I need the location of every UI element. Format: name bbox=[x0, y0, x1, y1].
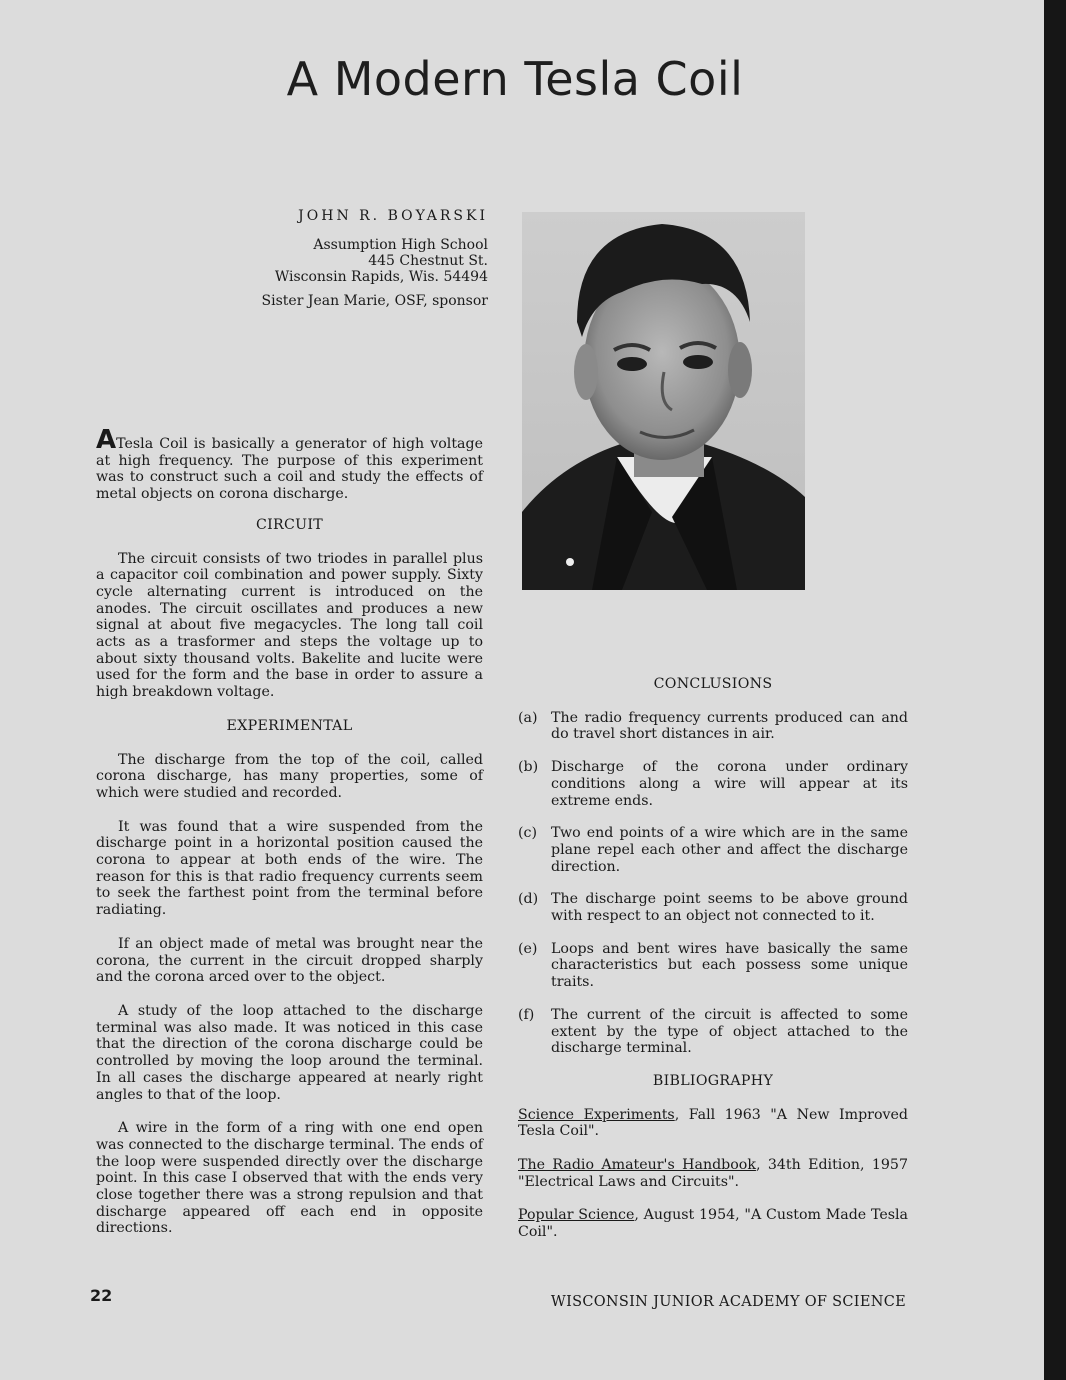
running-footer: WISCONSIN JUNIOR ACADEMY OF SCIENCE bbox=[550, 1294, 906, 1310]
byline bbox=[230, 208, 488, 309]
author-name: JOHN R. BOYARSKI bbox=[298, 208, 488, 224]
experimental-paragraph: The discharge from the top of the coil, called corona discharge, has many properties, some of which were studied and recorded. bbox=[96, 751, 483, 801]
conclusion-item bbox=[518, 825, 908, 875]
conclusion-label: (a) bbox=[518, 709, 538, 726]
experimental-heading: EXPERIMENTAL bbox=[226, 717, 353, 734]
circuit-heading: CIRCUIT bbox=[255, 516, 324, 533]
bibliography-source: Popular Science bbox=[518, 1207, 635, 1224]
conclusion-text: The radio frequency currents produced can and do travel short distances in air. bbox=[551, 709, 908, 743]
conclusion-item bbox=[518, 891, 908, 924]
bibliography-entry bbox=[518, 1107, 908, 1140]
page-edge bbox=[1044, 0, 1066, 1380]
experimental-paragraph: A wire in the form of a ring with one end open was connected to the discharge terminal. The ends of the loop were suspended directly over the discharge point. In this case I observed that with the ends very close together there was a strong repulsion and that discharge appeared off each end in opposite directions. bbox=[96, 1120, 483, 1237]
author-city: Wisconsin Rapids, Wis. 54494 bbox=[274, 269, 488, 285]
conclusion-item bbox=[518, 759, 908, 809]
portrait-drawing bbox=[522, 212, 805, 590]
author-school: Assumption High School bbox=[313, 237, 488, 253]
conclusion-item bbox=[518, 1007, 908, 1057]
conclusion-label: (c) bbox=[518, 825, 538, 842]
conclusion-item bbox=[518, 710, 908, 743]
bibliography-details: , 34th Edition, 1957 "Electrical Laws and Circuits". bbox=[518, 1157, 908, 1190]
page-title: A Modern Tesla Coil bbox=[286, 52, 744, 106]
bibliography-source: The Radio Amateur's Handbook bbox=[518, 1157, 756, 1174]
author-street: 445 Chestnut St. bbox=[368, 253, 488, 269]
intro-paragraph bbox=[96, 425, 483, 503]
intro-text: Tesla Coil is basically a generator of high voltage at high frequency. The purpose of this experiment was to construct such a coil and study the effects of metal objects on corona discharge. bbox=[96, 436, 483, 503]
left-column bbox=[96, 425, 483, 1237]
conclusion-item bbox=[518, 941, 908, 991]
experimental-paragraph: It was found that a wire suspended from the discharge point in a horizontal position caused the corona to appear at both ends of the wire. The reason for this is that radio frequency currents seem to seek the farthest point from the terminal before radiating. bbox=[96, 818, 483, 919]
conclusion-text: The discharge point seems to be above ground with respect to an object not connected to it. bbox=[551, 891, 908, 925]
conclusion-label: (e) bbox=[518, 940, 538, 957]
bibliography-details: , Fall 1963 "A New Improved Tesla Coil". bbox=[518, 1106, 908, 1140]
experimental-paragraph: A study of the loop attached to the discharge terminal was also made. It was noticed in this case that the direction of the corona discharge could be controlled by moving the loop around the terminal. In all cases the discharge appeared at nearly right angles to that of the loop. bbox=[96, 1002, 483, 1103]
conclusion-text: The current of the circuit is affected to some extent by the type of object attached to the discharge terminal. bbox=[551, 1006, 908, 1057]
conclusions-heading: CONCLUSIONS bbox=[653, 676, 773, 692]
conclusion-label: (b) bbox=[518, 759, 539, 776]
bibliography-heading: BIBLIOGRAPHY bbox=[652, 1072, 774, 1089]
conclusion-text: Loops and bent wires have basically the same characteristics but each possess some unique traits. bbox=[551, 940, 908, 991]
bibliography-source: Science Experiments bbox=[518, 1106, 675, 1123]
bibliography-details: , August 1954, "A Custom Made Tesla Coil". bbox=[518, 1207, 908, 1241]
page-number: 22 bbox=[90, 1286, 113, 1305]
drop-cap: A bbox=[96, 425, 117, 455]
author-portrait bbox=[522, 212, 805, 590]
right-column bbox=[518, 676, 908, 1258]
experimental-paragraph: If an object made of metal was brought near the corona, the current in the circuit dropped sharply and the corona arced over to the object. bbox=[96, 935, 483, 986]
conclusion-label: (d) bbox=[518, 891, 539, 908]
circuit-paragraph: The circuit consists of two triodes in parallel plus a capacitor coil combination and power supply. Sixty cycle alternating current is introduced on the anodes. The circuit oscillates and produces a new signal at about five megacycles. The long tall coil acts as a trasformer and steps the voltage up to about sixty thousand volts. Bakelite and lucite were used for the form and the base in order to assure a high breakdown voltage. bbox=[96, 550, 483, 701]
bibliography-entry bbox=[518, 1207, 908, 1240]
conclusion-text: Two end points of a wire which are in the same plane repel each other and affect the discharge direction. bbox=[551, 825, 908, 875]
author-sponsor: Sister Jean Marie, OSF, sponsor bbox=[261, 293, 488, 309]
conclusion-text: Discharge of the corona under ordinary conditions along a wire will appear at its extreme ends. bbox=[551, 759, 908, 809]
bibliography-entry bbox=[518, 1157, 908, 1190]
conclusion-label: (f) bbox=[518, 1006, 535, 1023]
